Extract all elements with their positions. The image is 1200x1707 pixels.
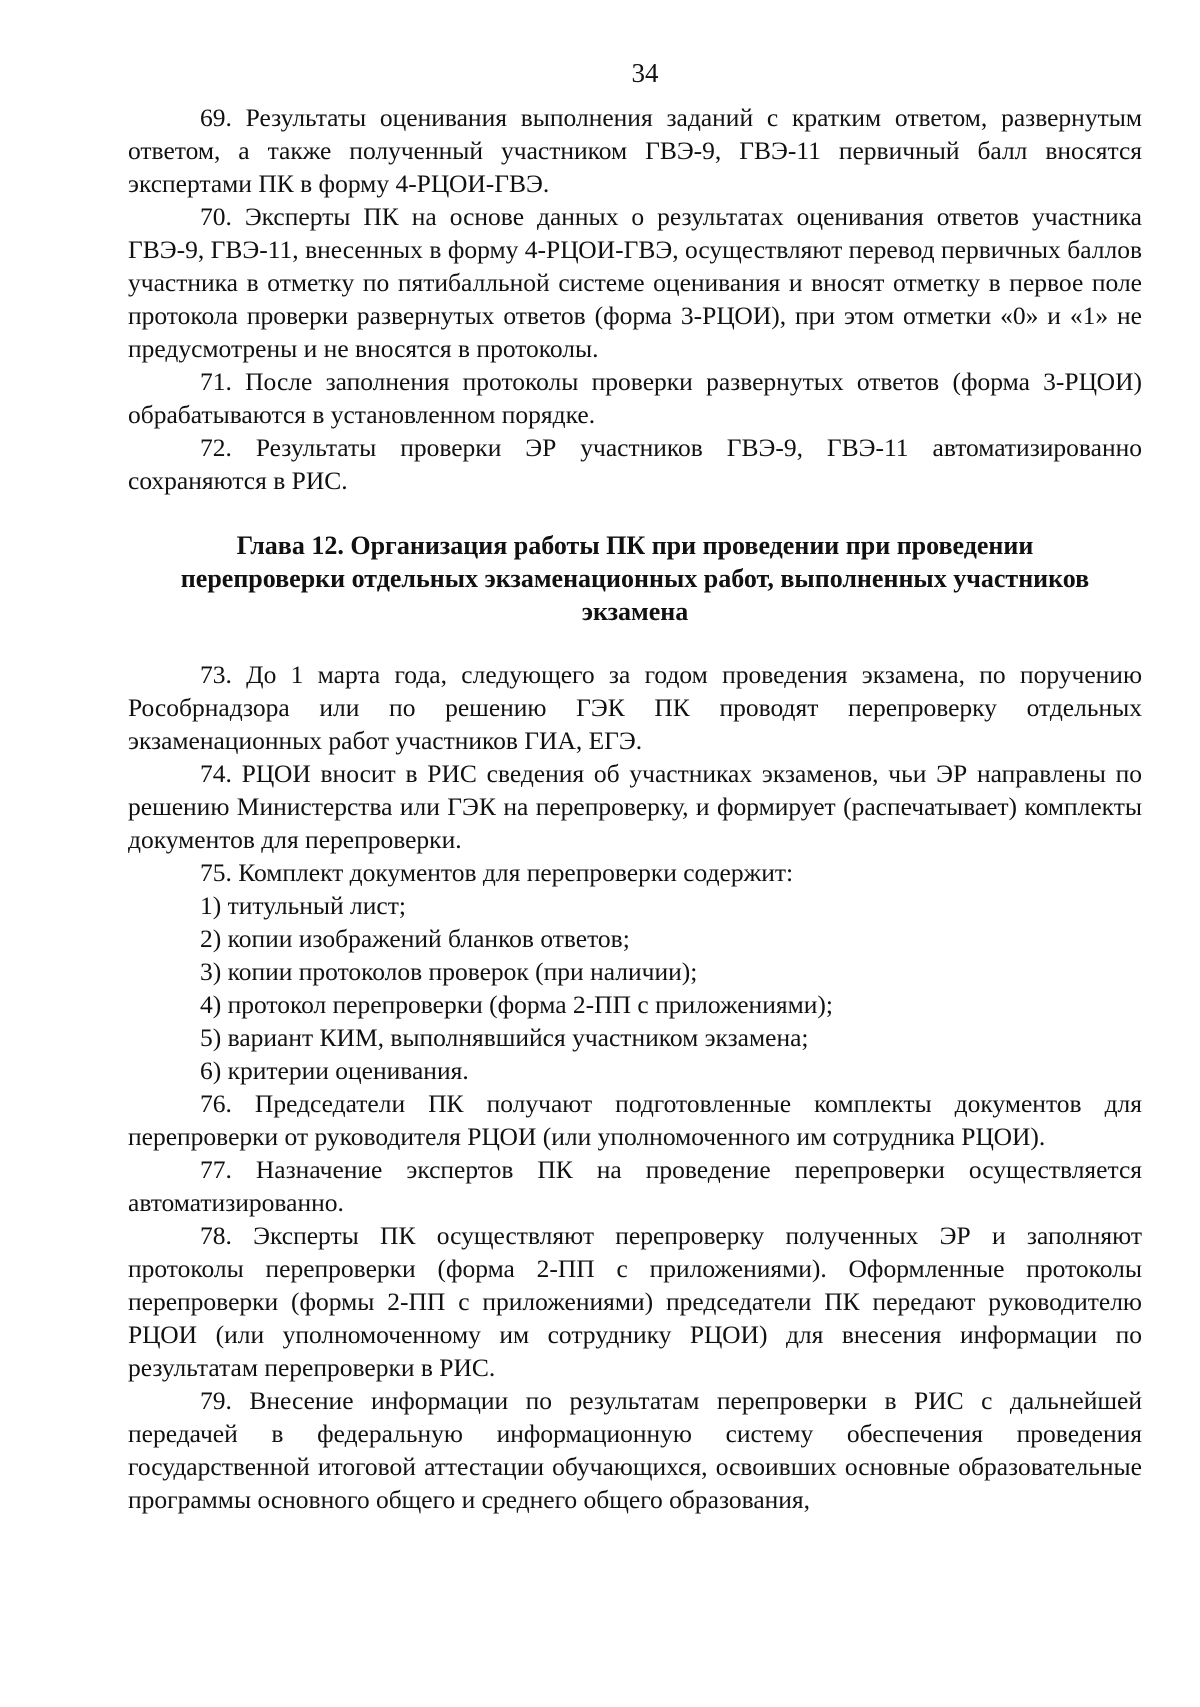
paragraph-76: 76. Председатели ПК получают подготовленные комплекты документов для перепроверки от руководителя РЦОИ (или уполномоченного им сотрудника РЦОИ).: [128, 1089, 1142, 1151]
paragraph-71: 71. После заполнения протоколы проверки развернутых ответов (форма 3-РЦОИ) обрабатываются в установленном порядке.: [128, 367, 1142, 429]
paragraph-73: 73. До 1 марта года, следующего за годом проведения экзамена, по поручению Рособрнадзора или по решению ГЭК ПК проводят перепроверку отдельных экзаменационных работ участников ГИА, ЕГЭ.: [128, 660, 1142, 755]
paragraph-79: 79. Внесение информации по результатам перепроверки в РИС с дальнейшей передачей в федеральную информационную систему обеспечения проведения государственной итоговой аттестации обучающихся, освоивших основные образовательные программы основного общего и среднего общего образования,: [128, 1386, 1142, 1514]
list-item: 6) критерии оценивания.: [200, 1056, 469, 1085]
paragraph-72: 72. Результаты проверки ЭР участников ГВЭ-9, ГВЭ-11 автоматизированно сохраняются в РИС.: [128, 433, 1142, 495]
chapter-heading: Глава 12. Организация работы ПК при проведении при проведении перепроверки отдельных экзаменационных работ, выполненных участников экзамена: [180, 531, 1090, 626]
page-number: 34: [631, 58, 659, 88]
paragraph-69: 69. Результаты оценивания выполнения заданий с кратким ответом, развернутым ответом, а также полученный участником ГВЭ-9, ГВЭ-11 первичный балл вносятся экспертами ПК в форму 4-РЦОИ-ГВЭ.: [128, 103, 1142, 198]
paragraph-78: 78. Эксперты ПК осуществляют перепроверку полученных ЭР и заполняют протоколы перепроверки (форма 2-ПП с приложениями). Оформленные протоколы перепроверки (формы 2-ПП с приложениями) председатели ПК передают руководителю РЦОИ (или уполномоченному им сотруднику РЦОИ) для внесения информации по результатам перепроверки в РИС.: [128, 1221, 1142, 1382]
list-item: 5) вариант КИМ, выполнявшийся участником экзамена;: [200, 1023, 809, 1052]
paragraph-74: 74. РЦОИ вносит в РИС сведения об участниках экзаменов, чьи ЭР направлены по решению Министерства или ГЭК на перепроверку, и формирует (распечатывает) комплекты документов для перепроверки.: [128, 759, 1142, 854]
list-item: 1) титульный лист;: [200, 891, 406, 920]
list-item: 3) копии протоколов проверок (при наличии);: [200, 957, 698, 986]
paragraph-77: 77. Назначение экспертов ПК на проведение перепроверки осуществляется автоматизированно.: [128, 1155, 1142, 1217]
list-item: 4) протокол перепроверки (форма 2-ПП с приложениями);: [200, 990, 833, 1019]
paragraph-70: 70. Эксперты ПК на основе данных о результатах оценивания ответов участника ГВЭ-9, ГВЭ-11, внесенных в форму 4-РЦОИ-ГВЭ, осуществляют перевод первичных баллов участника в отметку по пятибалльной системе оценивания и вносят отметку в первое поле протокола проверки развернутых ответов (форма 3-РЦОИ), при этом отметки «0» и «1» не предусмотрены и не вносятся в протоколы.: [128, 202, 1142, 363]
paragraph-75: 75. Комплект документов для перепроверки содержит:: [200, 858, 794, 887]
list-item: 2) копии изображений бланков ответов;: [200, 924, 630, 953]
